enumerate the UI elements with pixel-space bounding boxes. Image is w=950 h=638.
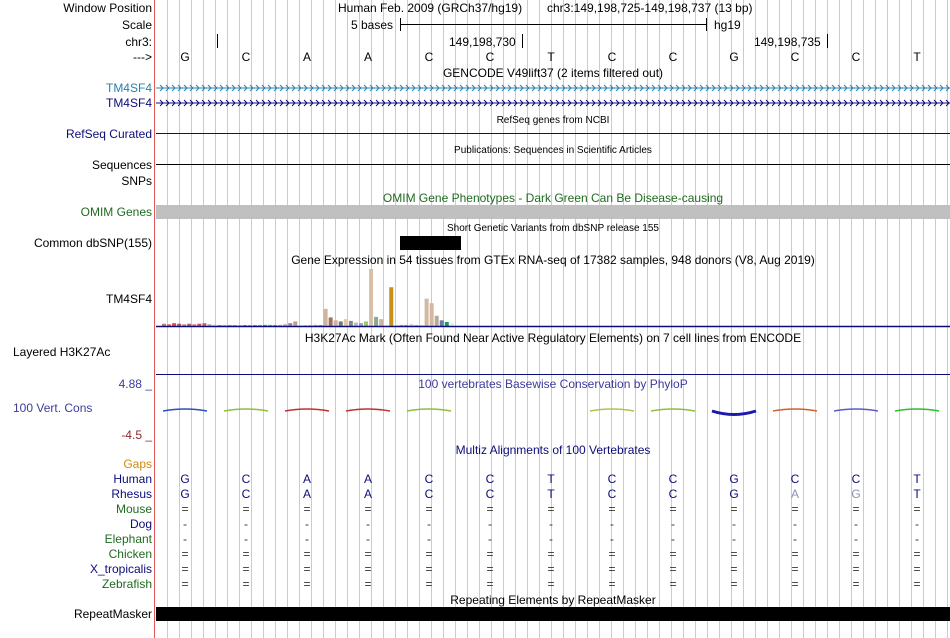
alignment-base: =	[791, 577, 799, 591]
alignment-base: =	[486, 502, 494, 516]
alignment-base: G	[180, 487, 190, 501]
omim-label[interactable]: OMIM Genes	[80, 205, 152, 219]
species-label-elephant[interactable]: Elephant	[104, 532, 152, 546]
alignment-base: -	[305, 532, 309, 546]
gtex-tissue-bar[interactable]	[324, 309, 328, 326]
alignment-base: A	[363, 472, 373, 486]
gtex-tissue-bar[interactable]	[192, 324, 196, 326]
alignment-base: -	[854, 532, 858, 546]
gtex-tissue-bar[interactable]	[288, 323, 292, 326]
reference-base: C	[607, 50, 617, 64]
gtex-tissue-bar[interactable]	[379, 319, 383, 326]
snps-label[interactable]: SNPs	[121, 174, 152, 188]
reference-base: C	[790, 50, 800, 64]
gencode-item-label-1[interactable]: TM4SF4	[105, 81, 152, 95]
h3k27ac-baseline	[156, 374, 950, 375]
cons-glyph	[651, 409, 695, 411]
alignment-base: =	[913, 577, 921, 591]
gtex-tissue-bar[interactable]	[172, 323, 176, 326]
species-label-mouse[interactable]: Mouse	[115, 502, 152, 516]
ruler-tick	[217, 34, 218, 48]
gtex-tissue-bar[interactable]	[167, 324, 171, 326]
gtex-tissue-bar[interactable]	[334, 320, 338, 326]
ruler-tick	[522, 34, 523, 48]
gtex-tissue-bar[interactable]	[435, 316, 439, 326]
alignment-base: =	[852, 502, 860, 516]
alignment-base: A	[790, 487, 800, 501]
alignment-base: =	[730, 577, 738, 591]
gencode-item-label-2[interactable]: TM4SF4	[105, 96, 152, 110]
alignment-base: -	[610, 517, 614, 531]
alignment-base: C	[851, 472, 861, 486]
rmsk-label[interactable]: RepeatMasker	[73, 607, 152, 621]
alignment-base: -	[793, 532, 797, 546]
gtex-tissue-bar[interactable]	[177, 324, 181, 326]
alignment-base: =	[852, 577, 860, 591]
gencode-transcript-1[interactable]	[156, 82, 950, 97]
gtex-tissue-bar[interactable]	[339, 321, 343, 326]
gtex-tissue-bar[interactable]	[344, 319, 348, 326]
alignment-base: G	[729, 472, 739, 486]
reference-base: A	[363, 50, 373, 64]
alignment-base: A	[302, 472, 312, 486]
alignment-base: =	[181, 502, 189, 516]
scale-db: hg19	[714, 18, 741, 32]
cons-glyph	[285, 409, 329, 411]
alignment-base: C	[607, 472, 617, 486]
cons-title: 100 vertebrates Basewise Conservation by PhyloP	[418, 377, 688, 391]
reference-base: A	[302, 50, 312, 64]
alignment-base: T	[913, 487, 921, 501]
gtex-tissue-bar[interactable]	[440, 320, 444, 326]
alignment-base: =	[364, 577, 372, 591]
chrom-label: chr3:	[125, 35, 152, 49]
alignment-base: =	[303, 562, 311, 576]
alignment-base: -	[366, 517, 370, 531]
refseq-line[interactable]	[156, 133, 950, 134]
reference-base: C	[424, 50, 434, 64]
dbsnp-title: Short Genetic Variants from dbSNP release 155	[447, 223, 659, 234]
alignment-base: =	[913, 562, 921, 576]
gtex-tissue-bar[interactable]	[450, 323, 454, 326]
alignment-base: C	[241, 472, 251, 486]
reference-base: C	[485, 50, 495, 64]
pubs-title: Publications: Sequences in Scientific Articles	[454, 145, 652, 156]
gtex-title: Gene Expression in 54 tissues from GTEx RNA-seq of 17382 samples, 948 donors (V8, Aug 2019)	[291, 253, 815, 267]
assembly-title: Human Feb. 2009 (GRCh37/hg19)	[338, 1, 523, 15]
multiz-title: Multiz Alignments of 100 Vertebrates	[455, 443, 651, 457]
gtex-tissue-bar[interactable]	[364, 321, 368, 326]
alignment-base: =	[669, 547, 677, 561]
gtex-tissue-bar[interactable]	[207, 324, 211, 326]
gtex-tissue-bar[interactable]	[293, 321, 297, 326]
alignment-base: =	[791, 562, 799, 576]
cons-max-label: 4.88 _	[118, 377, 152, 391]
species-label-rhesus[interactable]: Rhesus	[111, 487, 152, 501]
alignment-base: =	[181, 562, 189, 576]
gtex-tissue-bar[interactable]	[202, 323, 206, 326]
alignment-base: =	[608, 547, 616, 561]
reference-base: C	[668, 50, 678, 64]
alignment-base: C	[485, 487, 495, 501]
cons-glyph	[224, 409, 268, 411]
refseq-label[interactable]: RefSeq Curated	[65, 127, 152, 141]
gtex-tissue-bar[interactable]	[182, 324, 186, 326]
species-label-human[interactable]: Human	[113, 472, 152, 486]
alignment-base: =	[669, 562, 677, 576]
reference-base: G	[180, 50, 190, 64]
h3k27ac-label[interactable]: Layered H3K27Ac	[13, 345, 111, 359]
alignment-base: C	[607, 487, 617, 501]
pubs-line[interactable]	[156, 164, 950, 165]
alignment-base: -	[427, 532, 431, 546]
reference-base: T	[913, 50, 921, 64]
reference-base: C	[851, 50, 861, 64]
reference-base: C	[241, 50, 251, 64]
alignment-base: =	[608, 577, 616, 591]
alignment-base: =	[486, 562, 494, 576]
gtex-tissue-bar[interactable]	[187, 324, 191, 326]
coord-tick-2: 149,198,735	[754, 35, 821, 49]
gtex-tissue-bar[interactable]	[162, 324, 166, 326]
alignment-base: =	[791, 502, 799, 516]
gtex-tissue-bar[interactable]	[430, 303, 434, 326]
alignment-base: C	[485, 472, 495, 486]
alignment-base: -	[427, 517, 431, 531]
alignment-base: T	[547, 472, 555, 486]
gencode-title: GENCODE V49lift37 (2 items filtered out)	[442, 66, 664, 80]
alignment-base: -	[793, 517, 797, 531]
alignment-base: =	[242, 502, 250, 516]
cons-glyph	[590, 409, 634, 411]
alignment-base: -	[305, 517, 309, 531]
cons-min-label: -4.5 _	[121, 428, 152, 442]
reference-base: G	[729, 50, 739, 64]
cons-glyph	[773, 409, 817, 411]
cons-glyph	[895, 409, 939, 411]
strand-label: --->	[133, 50, 152, 64]
alignment-base: -	[671, 517, 675, 531]
cons-glyph	[407, 409, 451, 411]
alignment-base: =	[364, 547, 372, 561]
dbsnp-label[interactable]: Common dbSNP(155)	[33, 236, 152, 250]
gtex-tissue-bar[interactable]	[374, 317, 378, 326]
alignment-base: A	[363, 487, 373, 501]
alignment-base: C	[668, 472, 678, 486]
alignment-base: =	[303, 502, 311, 516]
gtex-tissue-bar[interactable]	[359, 323, 363, 326]
alignment-base: =	[669, 577, 677, 591]
alignment-base: =	[303, 547, 311, 561]
gtex-tissue-bar[interactable]	[409, 324, 413, 326]
rmsk-block[interactable]	[156, 607, 950, 621]
alignment-base: -	[366, 532, 370, 546]
cons-label[interactable]: 100 Vert. Cons	[13, 401, 93, 415]
gtex-label[interactable]: TM4SF4	[105, 292, 152, 306]
alignment-base: T	[913, 472, 921, 486]
alignment-base: -	[244, 517, 248, 531]
gtex-tissue-bar[interactable]	[425, 299, 429, 326]
cons-glyph	[834, 409, 878, 411]
gtex-tissue-bar[interactable]	[445, 322, 449, 326]
cons-glyph	[712, 411, 756, 415]
species-label-chicken[interactable]: Chicken	[108, 547, 152, 561]
alignment-base: C	[790, 472, 800, 486]
omim-gene-block[interactable]	[156, 205, 950, 219]
alignment-base: =	[547, 562, 555, 576]
alignment-base: -	[183, 517, 187, 531]
alignment-base: A	[302, 487, 312, 501]
alignment-base: -	[854, 517, 858, 531]
cons-wiggle[interactable]	[156, 404, 950, 431]
alignment-base: =	[547, 547, 555, 561]
alignment-base: =	[181, 577, 189, 591]
alignment-base: C	[241, 487, 251, 501]
alignment-base: =	[791, 547, 799, 561]
alignment-base: -	[732, 517, 736, 531]
alignment-base: =	[608, 562, 616, 576]
scale-bases: 5 bases	[351, 18, 394, 32]
alignment-base: =	[181, 547, 189, 561]
species-label-x_tropicalis[interactable]: X_tropicalis	[89, 562, 152, 576]
alignment-base: =	[242, 547, 250, 561]
alignment-base: T	[547, 487, 555, 501]
alignment-base: =	[852, 562, 860, 576]
alignment-base: C	[424, 472, 434, 486]
gtex-tissue-bar[interactable]	[354, 323, 358, 326]
alignment-base: -	[183, 532, 187, 546]
gtex-tissue-bar[interactable]	[283, 324, 287, 326]
alignment-base: =	[364, 502, 372, 516]
alignment-base: =	[730, 502, 738, 516]
refseq-title: RefSeq genes from NCBI	[496, 115, 610, 126]
alignment-base: =	[425, 577, 433, 591]
multiz-gaps-label[interactable]: Gaps	[123, 457, 152, 471]
alignment-base: =	[547, 577, 555, 591]
gtex-tissue-bar[interactable]	[349, 321, 353, 326]
coord-tick-1: 149,198,730	[449, 35, 516, 49]
dbsnp-variant[interactable]	[400, 236, 461, 250]
rmsk-title: Repeating Elements by RepeatMasker	[450, 593, 656, 607]
alignment-base: G	[180, 472, 190, 486]
alignment-base: =	[242, 562, 250, 576]
alignment-base: =	[242, 577, 250, 591]
alignment-base: =	[425, 547, 433, 561]
alignment-base: -	[915, 532, 919, 546]
window-position-label: Window Position	[63, 1, 152, 15]
alignment-base: -	[732, 532, 736, 546]
species-label-zebrafish[interactable]: Zebrafish	[101, 577, 152, 591]
gencode-transcript-2[interactable]	[156, 97, 950, 112]
alignment-base: -	[610, 532, 614, 546]
alignment-base: -	[244, 532, 248, 546]
species-label-dog[interactable]: Dog	[129, 517, 152, 531]
gtex-tissue-bar[interactable]	[329, 317, 333, 326]
alignment-base: =	[852, 547, 860, 561]
position-readout: chr3:149,198,725-149,198,737 (13 bp)	[547, 1, 753, 15]
cons-glyph	[346, 409, 390, 411]
alignment-base: G	[851, 487, 861, 501]
alignment-base: =	[730, 547, 738, 561]
alignment-base: =	[303, 577, 311, 591]
gtex-tissue-bar[interactable]	[197, 324, 201, 326]
gtex-tissue-bar[interactable]	[369, 269, 373, 326]
alignment-base: C	[424, 487, 434, 501]
omim-title: OMIM Gene Phenotypes - Dark Green Can Be Disease-causing	[382, 191, 724, 205]
gtex-tissue-bar[interactable]	[389, 287, 393, 326]
alignment-base: -	[915, 517, 919, 531]
pubs-label[interactable]: Sequences	[91, 158, 152, 172]
alignment-base: =	[608, 502, 616, 516]
alignment-base: =	[669, 502, 677, 516]
alignment-base: =	[486, 577, 494, 591]
alignment-base: =	[425, 502, 433, 516]
alignment-base: =	[364, 562, 372, 576]
alignment-base: =	[913, 547, 921, 561]
label-separator	[154, 0, 155, 638]
alignment-base: -	[549, 532, 553, 546]
alignment-base: =	[730, 562, 738, 576]
alignment-base: =	[486, 547, 494, 561]
alignment-base: C	[668, 487, 678, 501]
alignment-base: -	[549, 517, 553, 531]
scale-bar	[400, 18, 707, 32]
scale-label: Scale	[121, 18, 152, 32]
alignment-base: -	[488, 517, 492, 531]
alignment-base: =	[547, 502, 555, 516]
h3k27ac-title: H3K27Ac Mark (Often Found Near Active Regulatory Elements) on 7 cell lines from ENCODE	[304, 331, 802, 345]
reference-base: T	[547, 50, 555, 64]
alignment-base: -	[671, 532, 675, 546]
alignment-base: =	[913, 502, 921, 516]
alignment-base: -	[488, 532, 492, 546]
gtex-bar-chart[interactable]	[156, 268, 950, 331]
alignment-base: =	[425, 562, 433, 576]
ruler-tick	[827, 34, 828, 48]
alignment-base: G	[729, 487, 739, 501]
cons-glyph	[163, 409, 207, 411]
